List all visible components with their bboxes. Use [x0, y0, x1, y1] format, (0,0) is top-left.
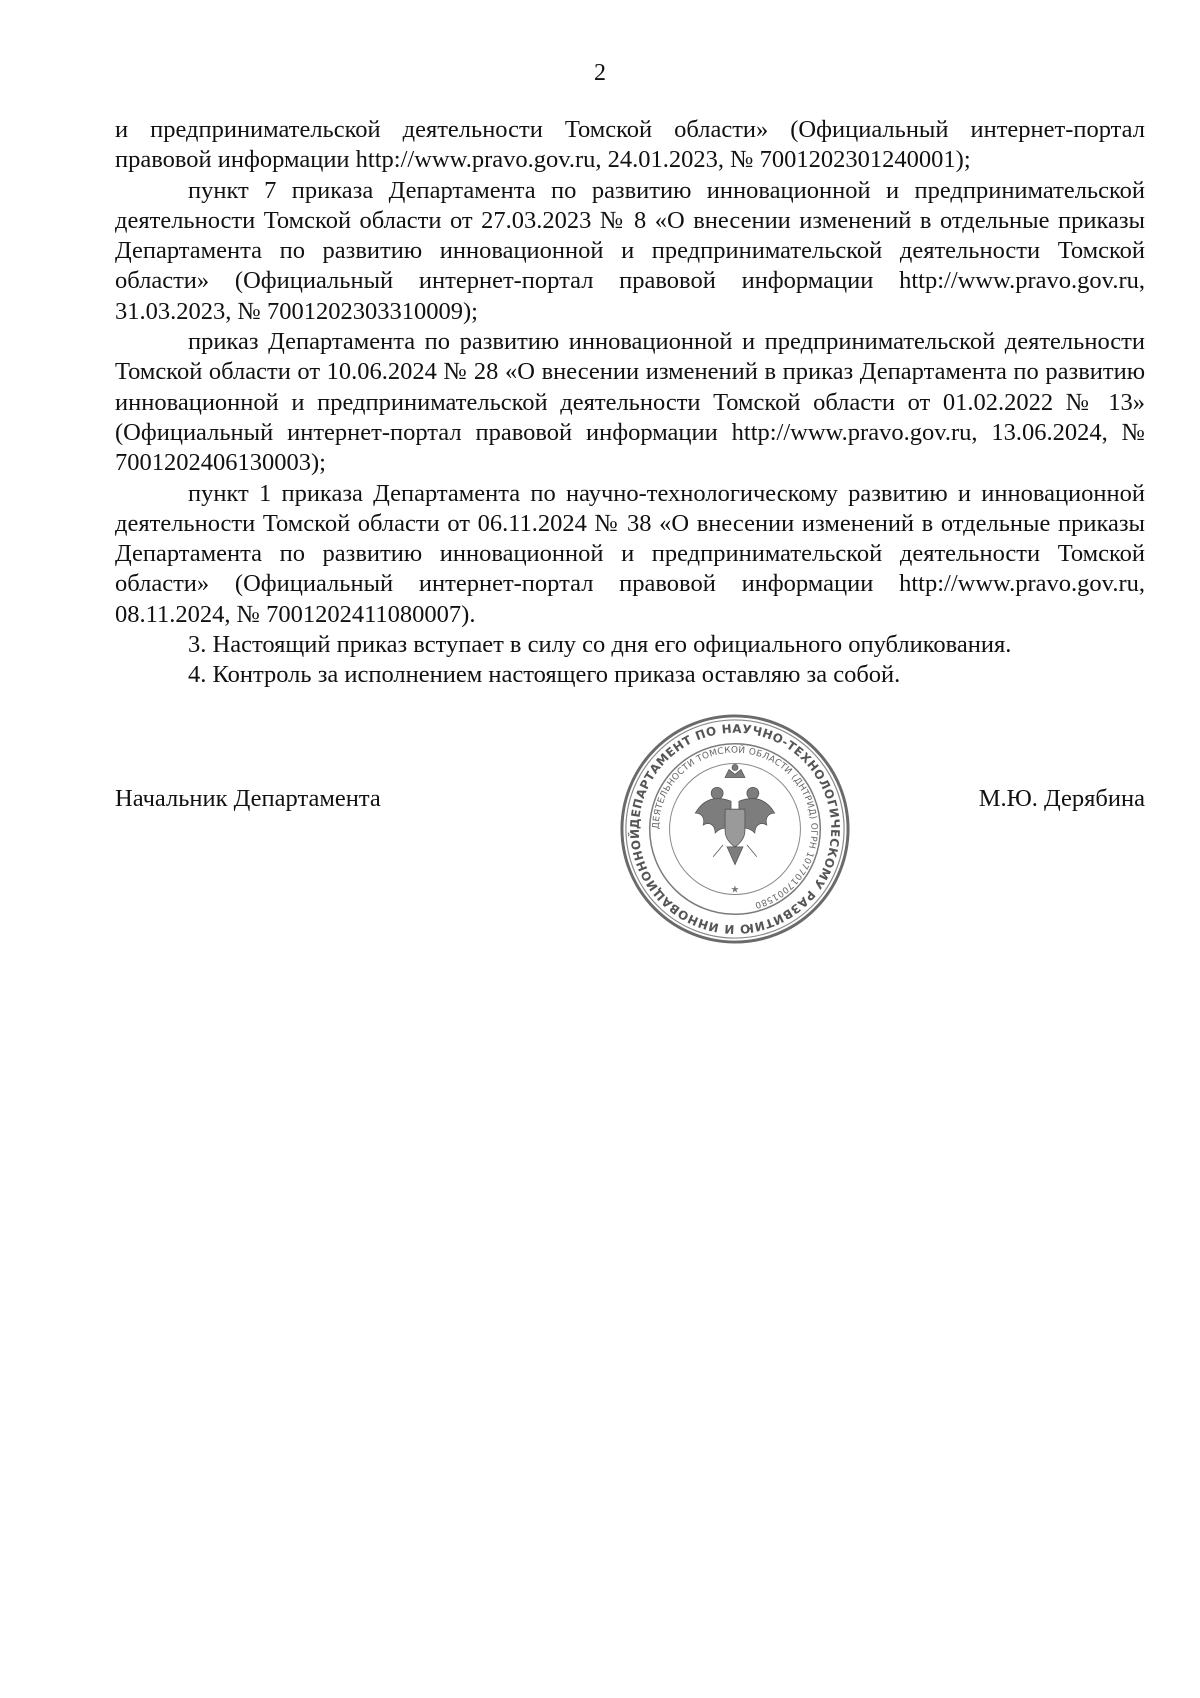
- paragraph-continuation: и предпринимательской деятельности Томской области» (Официальный интернет-портал правовой информации http://www.pravo.gov.ru, 24.01.2023, № 7001202301240001);: [115, 116, 1145, 174]
- paragraph-item-prikaz-28: приказ Департамента по развитию инновационной и предпринимательской деятельности Томской области от 10.06.2024 № 28 «О внесении изменений в приказ Департамента по развитию инновационной и предпринимательской деятельности Томской области от 01.02.2022 № 13» (Официальный интернет-портал правовой информации http://www.pravo.gov.ru, 13.06.2024, № 7001202406130003);: [115, 328, 1145, 477]
- official-seal-stamp: [616, 710, 854, 948]
- paragraph-clause-3: 3. Настоящий приказ вступает в силу со дня его официального опубликования.: [188, 631, 1012, 659]
- coat-of-arms-icon: [695, 765, 774, 865]
- page-number: 2: [594, 60, 606, 86]
- seal-outer-text: ДЕПАРТАМЕНТ ПО НАУЧНО-ТЕХНОЛОГИЧЕСКОМУ РАЗВИТИЮ И ИННОВАЦИОННОЙ: [627, 721, 843, 937]
- document-body: [115, 115, 1145, 691]
- paragraph-item-pункт-7: пункт 7 приказа Департамента по развитию инновационной и предпринимательской деятельности Томской области от 27.03.2023 № 8 «О внесении изменений в отдельные приказы Департамента по развитию инновационной и предпринимательской деятельности Томской области» (Официальный интернет-портал правовой информации http://www.pravo.gov.ru, 31.03.2023, № 7001202303310009);: [115, 176, 1145, 325]
- signatory-name: М.Ю. Дерябина: [978, 785, 1145, 812]
- svg-text:★: ★: [730, 884, 740, 896]
- seal-inner-text: ДЕЯТЕЛЬНОСТИ ТОМСКОЙ ОБЛАСТИ (ДНТРИД) ОГРН 1077017001580: [651, 745, 819, 910]
- paragraph-clause-4: 4. Контроль за исполнением настоящего приказа оставляю за собой.: [188, 661, 901, 689]
- seal-icon: [616, 710, 854, 948]
- signatory-position: Начальник Департамента: [115, 785, 381, 812]
- paragraph-item-punkt-1: пункт 1 приказа Департамента по научно-технологическому развитию и инновационной деятельности Томской области от 06.11.2024 № 38 «О внесении изменений в отдельные приказы Департамента по развитию инновационной и предпринимательской деятельности Томской области» (Официальный интернет-портал правовой информации http://www.pravo.gov.ru, 08.11.2024, № 7001202411080007).: [115, 479, 1145, 628]
